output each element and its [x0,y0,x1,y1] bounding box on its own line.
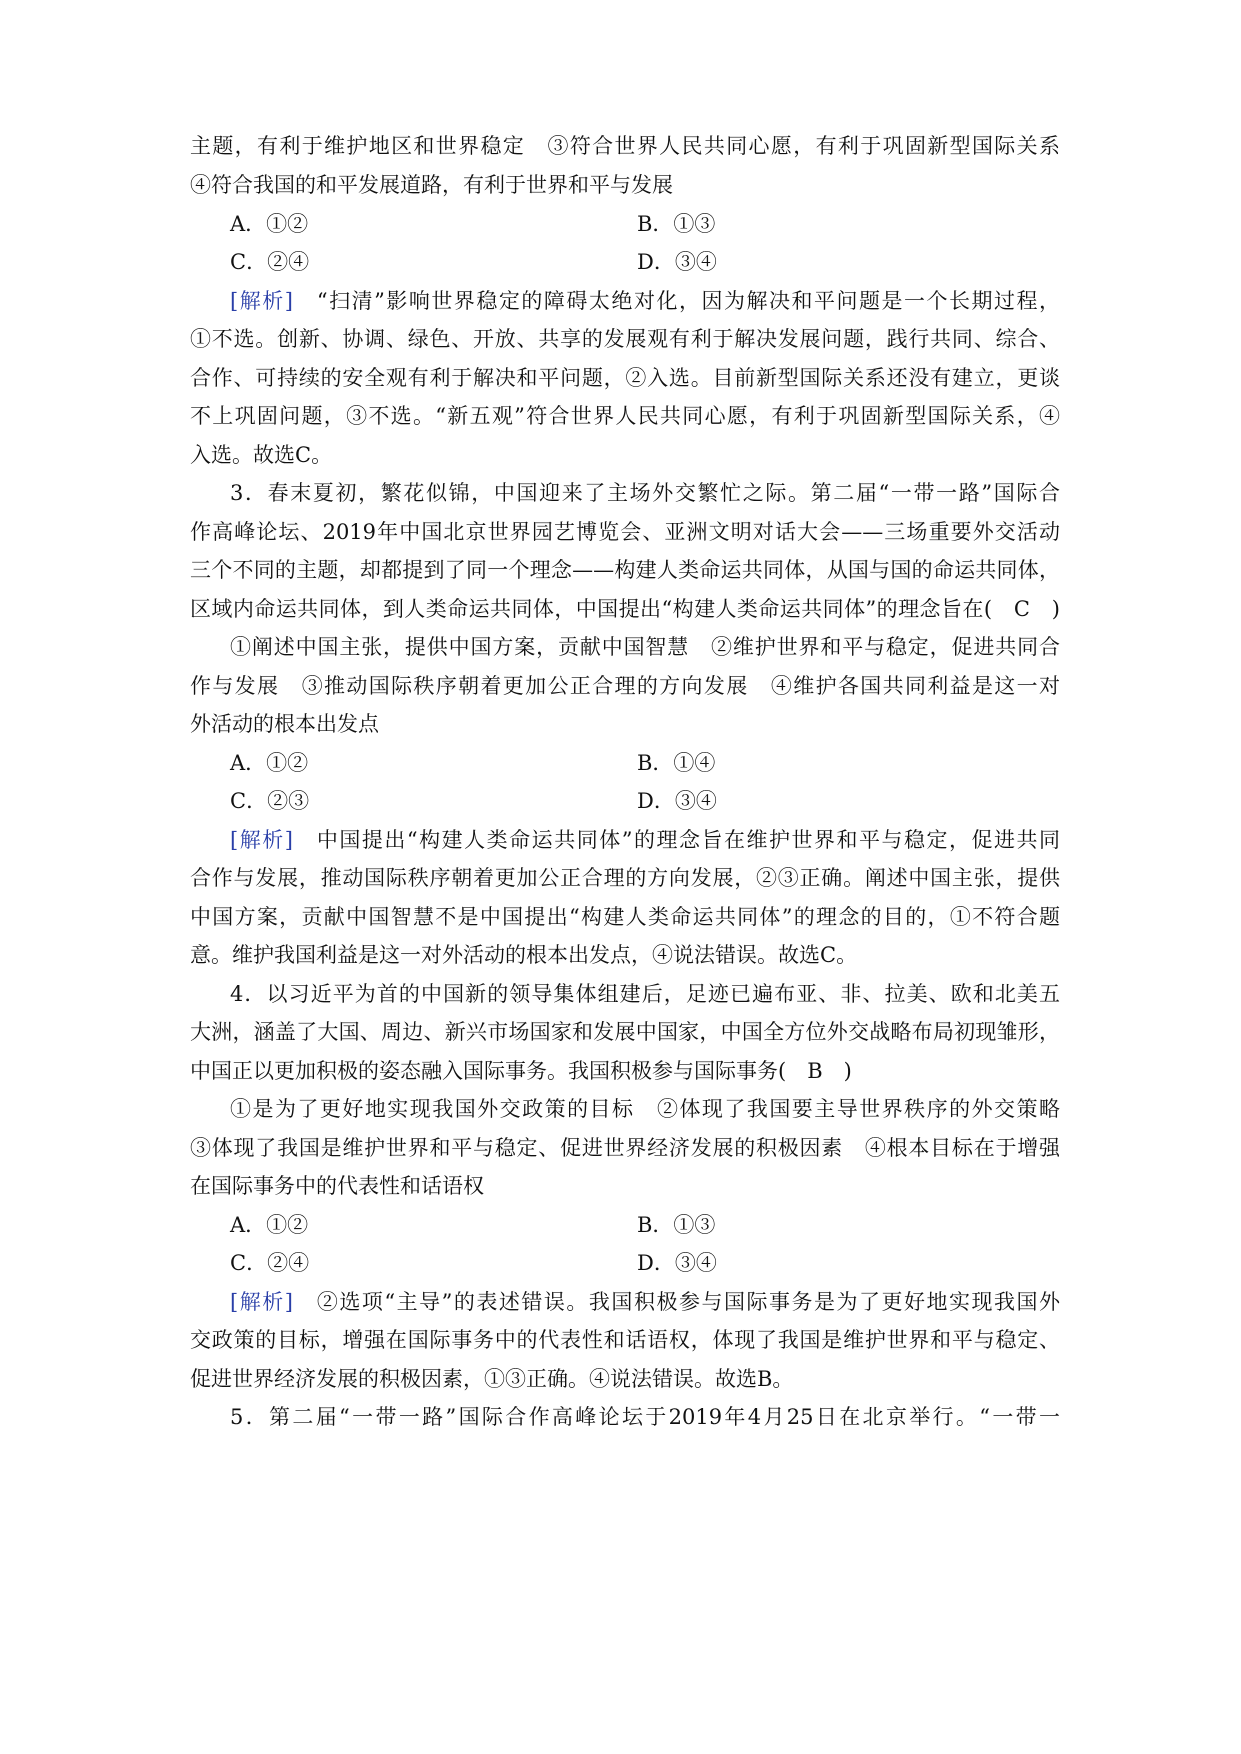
q4-analysis-line-1 [230,1289,1060,1315]
analysis-tag: [解析] [230,289,293,313]
q4-analysis-line-2: 交政策的目标，增强在国际事务中的代表性和话语权，体现了我国是维护世界和平与稳定、 [190,1328,1060,1352]
q3-analysis-line-4: 意。维护我国利益是这一对外活动的根本出发点，④说法错误。故选C。 [190,943,858,967]
q3-stem-line-3: 三个不同的主题，却都提到了同一个理念——构建人类命运共同体，从国与国的命运共同体， [190,558,1060,582]
analysis-text: 中国提出“构建人类命运共同体”的理念旨在维护世界和平与稳定，促进共同 [292,828,1061,852]
q2-analysis-line-4: 不上巩固问题，③不选。“新五观”符合世界人民共同心愿，有利于巩固新型国际关系，④ [190,404,1060,428]
q3-stem-line-1: 3．春末夏初，繁花似锦，中国迎来了主场外交繁忙之际。第二届“一带一路”国际合 [230,481,1060,505]
q2-statement-line-1: 主题，有利于维护地区和世界稳定 ③符合世界人民共同心愿，有利于巩固新型国际关系 [190,134,1060,158]
q4-statement-line-3: 在国际事务中的代表性和话语权 [190,1174,484,1198]
q4-option-c: C．②④ [230,1251,310,1275]
q5-stem-line-1: 5．第二届“一带一路”国际合作高峰论坛于2019年4月25日在北京举行。“一带一 [230,1405,1060,1429]
q3-analysis-line-2: 合作与发展，推动国际秩序朝着更加公正合理的方向发展，②③正确。阐述中国主张，提供 [190,866,1060,890]
q3-statement-line-2: 作与发展 ③推动国际秩序朝着更加公正合理的方向发展 ④维护各国共同利益是这一对 [190,674,1060,698]
q3-analysis-line-3: 中国方案，贡献中国智慧不是中国提出“构建人类命运共同体”的理念的目的，①不符合题 [190,905,1060,929]
q3-stem-line-2: 作高峰论坛、2019年中国北京世界园艺博览会、亚洲文明对话大会——三场重要外交活动 [190,520,1060,544]
analysis-text: “扫清”影响世界稳定的障碍太绝对化，因为解决和平问题是一个长期过程， [292,289,1061,313]
q3-statement-line-1: ①阐述中国主张，提供中国方案，贡献中国智慧 ②维护世界和平与稳定，促进共同合 [230,635,1060,659]
analysis-text: ②选项“主导”的表述错误。我国积极参与国际事务是为了更好地实现我国外 [292,1290,1061,1314]
q3-statement-line-3: 外活动的根本出发点 [190,712,379,736]
q2-option-b: B．①③ [637,212,716,236]
q2-analysis-line-3: 合作、可持续的安全观有利于解决和平问题，②入选。目前新型国际关系还没有建立，更谈 [190,366,1060,390]
q4-stem-line-1: 4．以习近平为首的中国新的领导集体组建后，足迹已遍布亚、非、拉美、欧和北美五 [230,982,1060,1006]
q4-statement-line-2: ③体现了我国是维护世界和平与稳定、促进世界经济发展的积极因素 ④根本目标在于增强 [190,1136,1060,1160]
q2-option-c: C．②④ [230,250,310,274]
q2-analysis-line-2: ①不选。创新、协调、绿色、开放、共享的发展观有利于解决发展问题，践行共同、综合、 [190,327,1060,351]
analysis-tag: [解析] [230,1290,293,1314]
q3-option-d: D．③④ [637,789,717,813]
q4-stem-line-3: 中国正以更加积极的姿态融入国际事务。我国积极参与国际事务( B ) [190,1059,852,1083]
q4-analysis-line-3: 促进世界经济发展的积极因素，①③正确。④说法错误。故选B。 [190,1367,794,1391]
q4-stem-line-2: 大洲，涵盖了大国、周边、新兴市场国家和发展中国家，中国全方位外交战略布局初现雏形， [190,1020,1060,1044]
analysis-tag: [解析] [230,828,293,852]
q3-option-c: C．②③ [230,789,310,813]
q2-option-a: A．①② [230,212,309,236]
q4-statement-line-1: ①是为了更好地实现我国外交政策的目标 ②体现了我国要主导世界秩序的外交策略 [230,1097,1060,1121]
q4-option-b: B．①③ [637,1213,716,1237]
q2-analysis-line-1 [230,288,1060,314]
q3-analysis-line-1 [230,827,1060,853]
q2-option-d: D．③④ [637,250,717,274]
q2-analysis-line-5: 入选。故选C。 [190,443,333,467]
q4-option-a: A．①② [230,1213,309,1237]
q3-option-b: B．①④ [637,751,716,775]
q4-option-d: D．③④ [637,1251,717,1275]
q2-statement-line-2: ④符合我国的和平发展道路，有利于世界和平与发展 [190,173,673,197]
q3-stem-line-4: 区域内命运共同体，到人类命运共同体，中国提出“构建人类命运共同体”的理念旨在( C ) [190,597,1060,621]
q3-option-a: A．①② [230,751,309,775]
